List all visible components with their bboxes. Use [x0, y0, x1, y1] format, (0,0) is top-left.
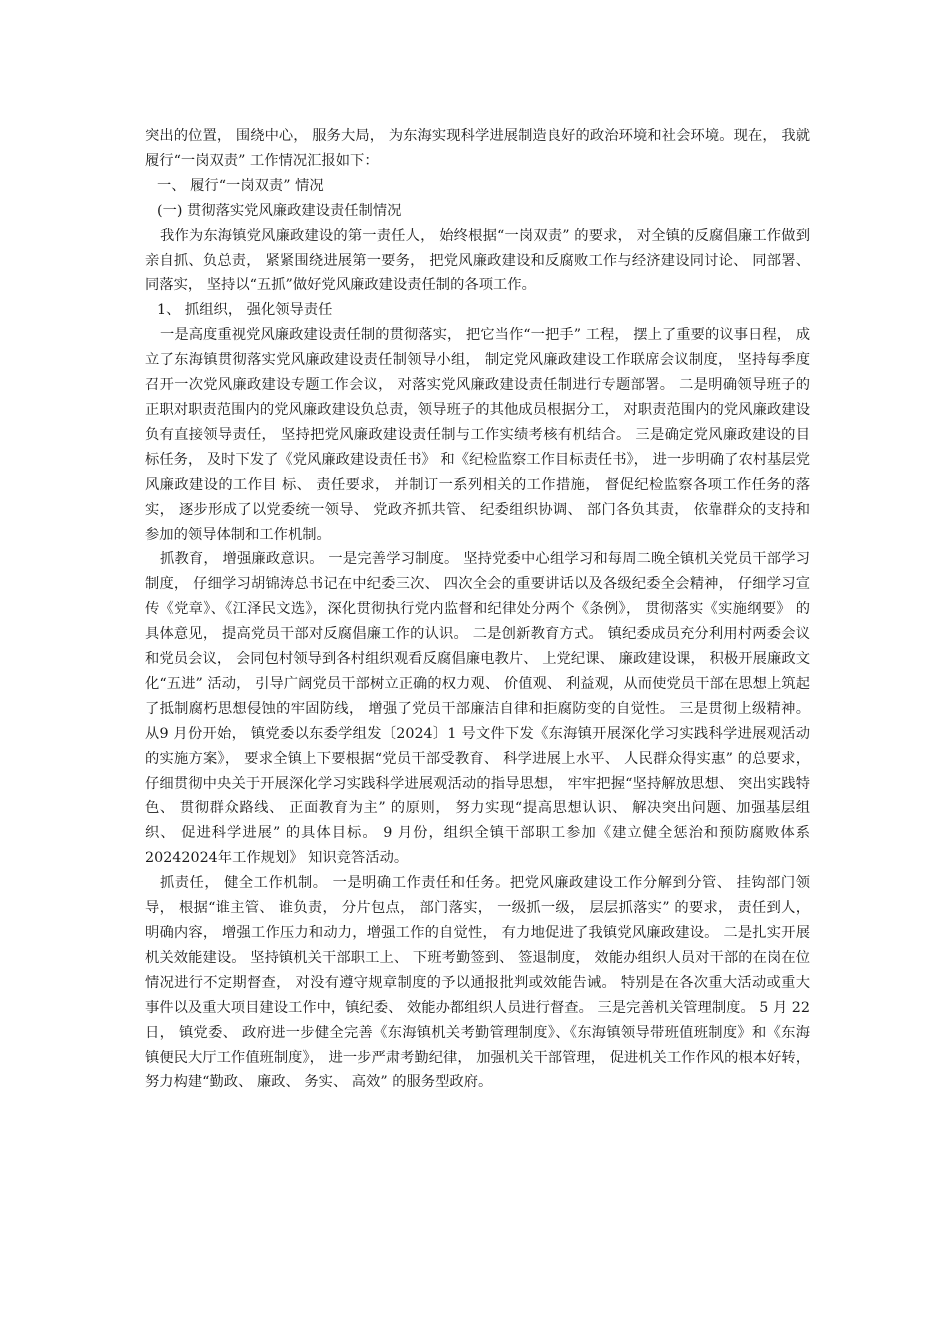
paragraph-intro: 突出的位置， 围绕中心， 服务大局， 为东海实现科学进展制造良好的政治环境和社会环境。现在， 我就履行“一岗双责” 工作情况汇报如下：	[145, 128, 810, 169]
paragraph-accountability: 抓责任， 健全工作机制。 一是明确工作责任和任务。把党风廉政建设工作分解到分管、 挂钩部门领导， 根据“谁主管、 谁负责， 分片包点， 部门落实， 一级抓一级， 层层抓落实” 的要求， 责任到人， 明确内容， 增强工作压力和动力，增强工作的自觉性， 有力地促进了我镇党风廉政建设。 二是扎实开展机关效能建设。 坚持镇机关干部职工上、 下班考勤签到、 签退制度， 效能办组织人员对干部的在岗在位情况进行不定期督查， 对没有遵守规章制度的予以通报批判或效能告诫。 特别是在各次重大活动或重大事件以及重大项目建设工作中，镇纪委、 效能办都组织人员进行督查。 三是完善机关管理制度。 5 月 22 日， 镇党委、 政府进一步健全完善《东海镇机关考勤管理制度》、《东海镇领导带班值班制度》和《东海镇便民大厅工作值班制度》， 进一步严肃考勤纪律， 加强机关干部管理， 促进机关工作作风的根本好转， 努力构建“勤政、 廉政、 务实、 高效” 的服务型政府。	[145, 875, 810, 1091]
section-heading-1: 一、 履行“一岗双责” 情况	[157, 177, 324, 194]
item-heading-1: 1、 抓组织， 强化领导责任	[157, 302, 333, 319]
paragraph-organization: 一是高度重视党风廉政建设责任制的贯彻落实， 把它当作“一把手” 工程， 摆上了重要的议事日程， 成立了东海镇贯彻落实党风廉政建设责任制领导小组， 制定党风廉政建设工作联席会议制度， 坚持每季度召开一次党风廉政建设专题工作会议， 对落实党风廉政建设责任制进行专题部署。 二是明确领导班子的正职对职责范围内的党风廉政建设负总责，领导班子的其他成员根据分工， 对职责范围内的党风廉政建设负有直接领导责任， 坚持把党风廉政建设责任制与工作实绩考核有机结合。 三是确定党风廉政建设的目标任务， 及时下发了《党风廉政建设责任书》 和《纪检监察工作目标责任书》， 进一步明确了农村基层党风廉政建设的工作目 标、 责任要求， 并制订一系列相关的工作措施， 督促纪检监察各项工作任务的落实， 逐步形成了以党委统一领导、 党政齐抓共管、 纪委组织协调、 部门各负其责， 依靠群众的支持和参加的领导体制和工作机制。	[145, 327, 810, 543]
document-body	[145, 124, 810, 1095]
subsection-heading-1: (一) 贯彻落实党风廉政建设责任制情况	[157, 202, 402, 219]
paragraph-education: 抓教育， 增强廉政意识。 一是完善学习制度。 坚持党委中心组学习和每周二晚全镇机关党员干部学习制度， 仔细学习胡锦涛总书记在中纪委三次、 四次全会的重要讲话以及各级纪委全会精神， 仔细学习宣传《党章》、《江泽民文选》，深化贯彻执行党内监督和纪律处分两个《条例》， 贯彻落实《实施纲要》 的具体意见， 提高党员干部对反腐倡廉工作的认识。 二是创新教育方式。 镇纪委成员充分利用村两委会议和党员会议， 会同包村领导到各村组织观看反腐倡廉电教片、 上党纪课、 廉政建设课， 积极开展廉政文化“五进” 活动， 引导广阔党员干部树立正确的权力观、 价值观、 利益观，从而使党员干部在思想上筑起了抵制腐朽思想侵蚀的牢固防线， 增强了党员干部廉洁自律和拒腐防变的自觉性。 三是贯彻上级精神。 从9 月份开始， 镇党委以东委学组发〔2024〕1 号文件下发《东海镇开展深化学习实践科学进展观活动的实施方案》， 要求全镇上下要根据“党员干部受教育、 科学进展上水平、 人民群众得实惠” 的总要求， 仔细贯彻中央关于开展深化学习实践科学进展观活动的指导思想， 牢牢把握“坚持解放思想、 突出实践特色、 贯彻群众路线、 正面教育为主” 的原则， 努力实现“提高思想认识、 解决突出问题、加强基层组织、 促进科学进展” 的具体目标。 9 月份，组织全镇干部职工参加《建立健全惩治和预防腐败体系20242024年工作规划》 知识竞答活动。	[145, 551, 810, 867]
paragraph-responsibility: 我作为东海镇党风廉政建设的第一责任人， 始终根据“一岗双责” 的要求， 对全镇的反腐倡廉工作做到亲自抓、负总责， 紧紧围绕进展第一要务， 把党风廉政建设和反腐败工作与经济建设同讨论、 同部署、 同落实， 坚持以“五抓”做好党风廉政建设责任制的各项工作。	[145, 227, 810, 294]
